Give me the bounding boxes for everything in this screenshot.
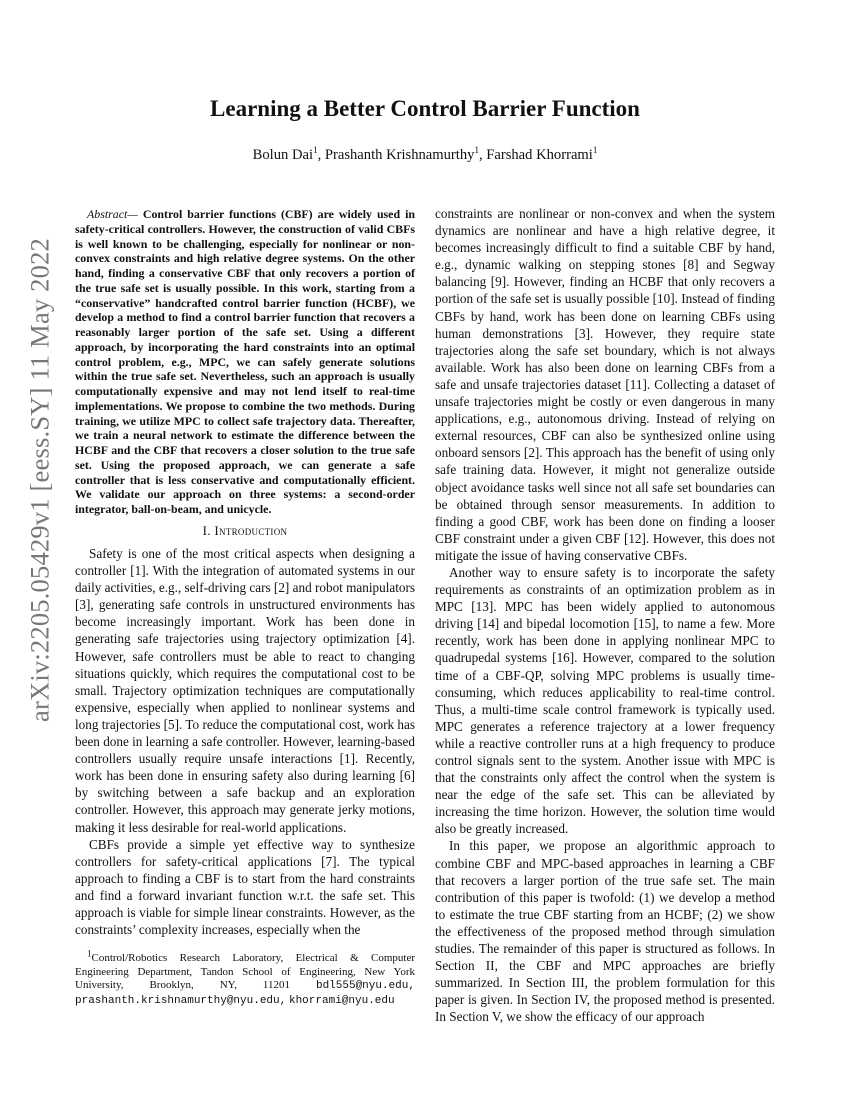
affiliation-mark: 1 (592, 145, 598, 156)
right-column-body (435, 205, 775, 1026)
paragraph: CBFs provide a simple yet effective way to synthesize controllers for safety-critical applications [7]. The typical approach to finding a CBF is to start from the hard constraints and find a forward invariant function w.r.t. the safe set. This approach is viable for simple linear constraints. However, as the constraints’ complexity increases, especially when the (75, 836, 415, 938)
author-name: Bolun Dai (252, 147, 314, 163)
author-name: Farshad Khorrami (486, 147, 593, 163)
paper-title: Learning a Better Control Barrier Function (210, 96, 640, 121)
paragraph: In this paper, we propose an algorithmic approach to combine CBF and MPC-based approaches in learning a CBF that recovers a larger portion of the true safe set. The main contribution of this paper is twofold: (1) we develop a method to estimate the true CBF starting from an HCBF; (2) we show the effectiveness of the proposed method through simulation studies. The remainder of this paper is structured as follows. In Section II, the CBF and MPC approaches are briefly summarized. In Section III, the problem formulation for this paper is given. In Section IV, the proposed method is presented. In Section V, we show the efficacy of our approach (435, 838, 775, 1025)
section-heading-introduction: I. Introduction (202, 523, 288, 538)
paragraph: constraints are nonlinear or non-convex and when the system dynamics are nonlinear and have a high relative degree, it becomes increasingly difficult to find a suitable CBF by hand, e.g., dynamic walking on stepping stones [8] and Segway balancing [9]. However, finding an HCBF that only recovers a portion of the safe set is usually possible [10]. Instead of finding CBFs by hand, work has been done on learning CBFs using human demonstrations [3]. However, they require state trajectories along the safe set boundary, which is not always available. Work has also been done on learning CBFs from a safe and unsafe trajectories dataset [11]. Collecting a dataset of unsafe trajectories might be costly or even dangerous in many applications, e.g., autonomous driving. Instead of relying on external resources, CBF can also be synthesized online using onboard sensors [2]. This approach has the benefit of using only safe training data. However, it might not generalize outside object avoidance tasks well since not all safe set boundaries can be obtained through sensor measurements. In addition to finding a good CBF, work has been done on finding a looser CBF constraint under a given CBF [12]. However, this does not mitigate the issue of having conservative CBFs. (435, 206, 775, 563)
section-title: Introduction (214, 523, 288, 538)
abstract: Abstract— Control barrier functions (CBF) are widely used in safety-critical controllers. However, the construction of valid CBFs is well known to be challenging, especially for nonlinear or non-convex constraints and high relative degree systems. On the other hand, finding a conservative CBF that only recovers a portion of the true safe set is usually possible. In this work, starting from a “conservative” handcrafted control barrier function (HCBF), we develop a method to find a control barrier function that recovers a reasonably larger portion of the safe set. Using a different approach, by incorporating the hard constraints into an optimal control problem, e.g., MPC, we can safely generate solutions within the true safe set. Nevertheless, such an approach is usually computationally expensive and may not lend itself to real-time implementations. We propose to combine the two methods. During training, we utilize MPC to collect safe trajectory data. Thereafter, we train a neural network to estimate the difference between the HCBF and the CBF that recovers a closer solution to the true safe set. Using the proposed approach, we can generate a safe controller that is less conservative and computationally efficient. We validate our approach on three systems: a second-order integrator, ball-on-beam, and unicycle. (75, 207, 415, 516)
email: khorrami@nyu.edu (288, 994, 395, 1007)
affiliation-mark: 1 (474, 145, 479, 156)
affiliation-mark: 1 (313, 145, 318, 156)
author-name: Prashanth Krishnamurthy (324, 147, 475, 163)
email: bdl555@nyu.edu, (315, 980, 415, 992)
author-list: Bolun Dai$^1$, Prashanth Krishnamurthy$^1$, Farshad Khorrami$^1$ (252, 145, 598, 163)
arxiv-id: arXiv:2205.05429v1 [eess.SY] 11 May 2022 (24, 238, 55, 722)
abstract-label: Abstract (87, 207, 128, 221)
footnote: $^1$Control/Robotics Research Laboratory, Electrical & Computer Engineering Department, Tandon School of Engineering, New York University, Brooklyn, NY, 11201 bdl555@nyu.edu, prashanth.krishnamurthy@nyu.edu, khorrami@nyu.edu (75, 948, 415, 1007)
email: prashanth.krishnamurthy@nyu.edu, (75, 994, 287, 1007)
arxiv-sidebar-stamp (10, 238, 70, 722)
abstract-text: Control barrier functions (CBF) are widely used in safety-critical controllers. However, the construction of valid CBFs is well known to be challenging, especially for nonlinear or non-convex constraints and high relative degree systems. On the other hand, finding a conservative CBF that only recovers a portion of the true safe set is usually possible. In this work, starting from a “conservative” handcrafted control barrier function (HCBF), we develop a method to find a control barrier function that recovers a reasonably larger portion of the safe set. Using a different approach, by incorporating the hard constraints into an optimal control problem, e.g., MPC, we can safely generate solutions within the true safe set. Nevertheless, such an approach is usually computationally expensive and may not lend itself to real-time implementations. We propose to combine the two methods. During training, we utilize MPC to collect safe trajectory data. Thereafter, we train a neural network to estimate the difference between the HCBF and the CBF that recovers a closer solution to the true safe set. Using the proposed approach, we can generate a safe controller that is less conservative and computationally efficient. We validate our approach on three systems: a second-order integrator, ball-on-beam, and unicycle. (75, 207, 415, 516)
paragraph: Another way to ensure safety is to incorporate the safety requirements as constraints of an optimization problem as in MPC [13]. MPC has been widely applied to autonomous driving [14] and bipedal locomotion [15], to name a few. More recently, work has been done in applying nonlinear MPC to quadrupedal systems [16]. However, compared to the solution time of a CBF-QP, solving MPC problems is usually time-consuming, which reduces applicability to real-time control. Thus, a multi-time scale control framework is typically used. MPC generates a reference trajectory at a lower frequency while a reactive controller runs at a high frequency to produce control signals sent to the system. Another issue with MPC is that the constraints only affect the control when the system is near the edge of the safe set. This can be alleviated by increasing the time horizon. However, the solution time would also be greatly increased. (435, 564, 775, 837)
left-column-body (75, 545, 415, 938)
paragraph: Safety is one of the most critical aspects when designing a controller [1]. With the integration of automated systems in our daily activities, e.g., self-driving cars [2] and robot manipulators [3], generating safe controls in unstructured environments has become increasingly important. Work has been done in generating safe trajectories using trajectory optimization [4]. However, safe controllers must be able to react to changing situations quickly, which requires the computational cost to be small. Trajectory optimization techniques are computationally expensive, especially when applied to nonlinear systems and long trajectories [5]. To reduce the computational cost, work has been done in learning a safe controller. However, learning-based controllers usually require unsafe interactions [1]. Recently, work has been done in ensuring safety also during learning [6] by switching between a safe backup and an exploration controller. However, this approach may generate jerky motions, making it less desirable for real-world applications. (75, 546, 416, 835)
footnote-affiliation: Control/Robotics Research Laboratory, Electrical & Computer Engineering Department, Tandon School of Engineering, New York University, Brooklyn, NY, 11201 (75, 952, 415, 991)
